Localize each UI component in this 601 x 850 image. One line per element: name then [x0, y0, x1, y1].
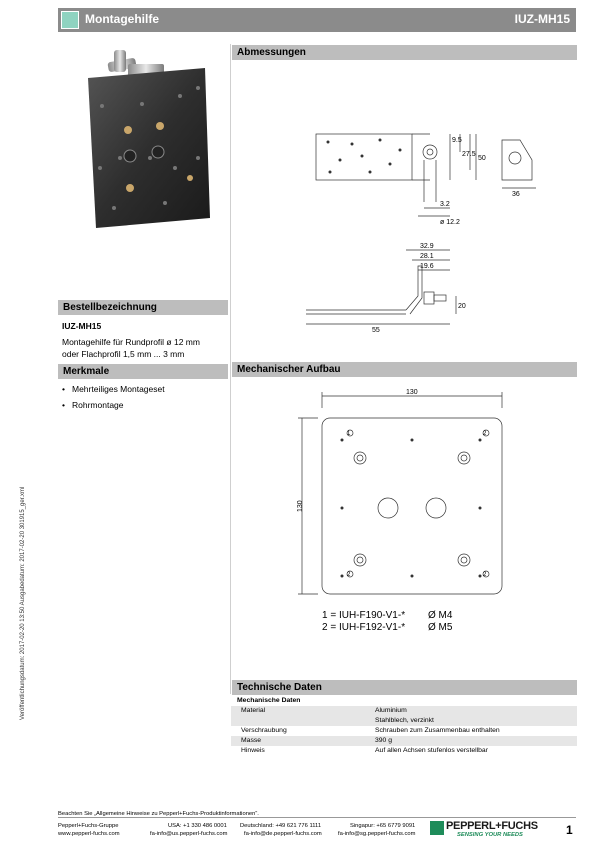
footer-divider — [58, 817, 576, 818]
dim-9-5: 9.5 — [452, 137, 462, 144]
dim-3-2: 3.2 — [440, 201, 450, 208]
table-row: Material Aluminium — [231, 706, 577, 716]
dim-19-6: 19.6 — [420, 263, 434, 270]
dim-50: 50 — [478, 155, 486, 162]
feature-item: • Mehrteiliges Montageset — [62, 381, 165, 397]
publication-info: Veröffentlichungsdatum: 2017-02-20 13:50 Ausgabedatum: 2017-02-20 301915_ger.xml — [20, 486, 26, 720]
tech-subhead: Mechanische Daten — [237, 697, 301, 704]
marker-2: 2 — [483, 431, 487, 437]
dim-20: 20 — [458, 303, 466, 310]
footer-usa-phone: USA: +1 330 486 0001 — [168, 823, 227, 829]
product-photo — [80, 48, 215, 233]
table-row: Hinweis Auf allen Achsen stufenlos verstellbar — [241, 747, 488, 754]
dim-36: 36 — [512, 191, 520, 198]
dim-55: 55 — [372, 327, 380, 334]
footer-usa-mail[interactable]: fa-info@us.pepperl-fuchs.com — [150, 831, 228, 837]
footer-group: Pepperl+Fuchs-Gruppe — [58, 823, 119, 829]
dim-12-2: ø 12.2 — [440, 219, 460, 226]
mechanical-drawing — [290, 388, 520, 598]
header-square-icon — [61, 11, 79, 29]
section-mechanical: Mechanischer Aufbau — [232, 362, 577, 377]
table-row: Masse 390 g — [231, 736, 577, 746]
feature-item: • Rohrmontage — [62, 397, 165, 413]
page-title: Montagehilfe — [85, 12, 159, 26]
page-header — [58, 8, 576, 32]
mech-height: 130 — [297, 500, 304, 512]
dim-32-9: 32.9 — [420, 243, 434, 250]
section-technical: Technische Daten — [232, 680, 577, 695]
legend-1-left: 1 = IUH-F190-V1-* — [322, 610, 406, 621]
footer-de-phone: Deutschland: +49 621 776 1111 — [240, 823, 322, 829]
section-dimensions: Abmessungen — [232, 45, 577, 60]
footer-sg-phone: Singapur: +65 6779 9091 — [350, 823, 416, 829]
dimension-drawing — [300, 120, 550, 340]
brand-logo-text: PEPPERL+FUCHS — [446, 820, 538, 832]
brand-tagline: SENSING YOUR NEEDS — [457, 832, 523, 838]
footer-web[interactable]: www.pepperl-fuchs.com — [58, 831, 120, 837]
marker-2-bottom-right: 2 — [483, 572, 487, 578]
order-description-line2: oder Flachprofil 1,5 mm ... 3 mm — [62, 349, 185, 359]
legend-1-right: Ø M4 — [428, 610, 453, 621]
dim-28-1: 28.1 — [420, 253, 434, 260]
page-number: 1 — [566, 823, 573, 837]
footer-de-mail[interactable]: fa-info@de.pepperl-fuchs.com — [244, 831, 322, 837]
technical-data-table — [231, 696, 577, 756]
section-features: Merkmale — [58, 364, 228, 379]
mech-width: 130 — [406, 389, 418, 396]
product-code: IUZ-MH15 — [514, 12, 570, 26]
table-row: Stahlblech, verzinkt — [231, 716, 577, 726]
section-order: Bestellbezeichnung — [58, 300, 228, 315]
brand-logo-icon — [430, 821, 444, 835]
order-description-line1: Montagehilfe für Rundprofil ø 12 mm — [62, 337, 200, 347]
features-list — [62, 381, 165, 413]
legend-2-left: 2 = IUH-F192-V1-* — [322, 622, 406, 633]
footer-note: Beachten Sie „Allgemeine Hinweise zu Pepperl+Fuchs-Produktinformationen“. — [58, 811, 259, 817]
column-divider — [230, 44, 231, 694]
table-row: Verschraubung Schrauben zum Zusammenbau enthalten — [241, 727, 500, 734]
marker-1: 1 — [347, 431, 351, 437]
marker-2-bottom: 2 — [347, 572, 351, 578]
dim-27-5: 27.5 — [462, 151, 476, 158]
footer-sg-mail[interactable]: fa-info@sg.pepperl-fuchs.com — [338, 831, 416, 837]
legend-2-right: Ø M5 — [428, 622, 453, 633]
order-code: IUZ-MH15 — [62, 321, 102, 331]
